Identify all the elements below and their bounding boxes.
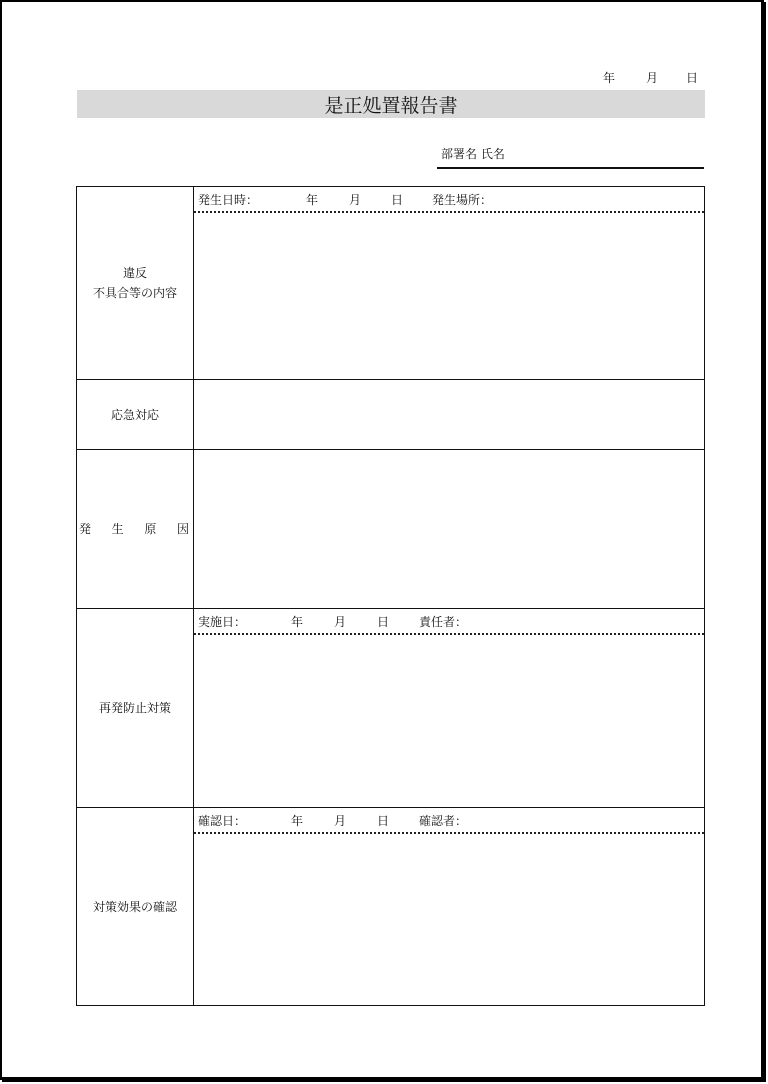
section-label-line: 対策効果の確認 [92, 899, 177, 914]
section-emergency-response [77, 380, 705, 450]
section-violation [77, 187, 705, 380]
document-title: 是正処置報告書 [324, 94, 458, 117]
section-cause [77, 450, 705, 609]
section-effect-confirmation [77, 808, 705, 1006]
section-label [77, 187, 194, 380]
report-form-table [76, 186, 705, 1006]
prevention-content-area[interactable] [194, 635, 704, 806]
document-title-bar [77, 90, 705, 118]
section-label [77, 609, 194, 808]
section-label-line: 再発防止対策 [98, 701, 171, 715]
section-content-cell [194, 609, 705, 808]
section-label-line: 不具合等の内容 [92, 286, 177, 300]
cause-content-area[interactable] [194, 450, 705, 609]
year-label: 年 [291, 615, 304, 629]
section-content-cell [194, 808, 705, 1006]
department-name-label: 部署名 氏名 [441, 147, 505, 161]
report-date [0, 69, 768, 85]
day-label: 日 [377, 615, 390, 629]
section-label [77, 808, 194, 1006]
date-day-label: 日 [686, 71, 699, 85]
section-label-char: 発 [79, 522, 92, 536]
implementation-header[interactable] [194, 609, 704, 635]
section-label-char: 生 [111, 522, 124, 536]
month-label: 月 [349, 193, 362, 207]
month-label: 月 [334, 615, 347, 629]
confirmation-date-label: 確認日： [198, 814, 247, 828]
implementation-date-label: 実施日： [198, 615, 247, 629]
year-label: 年 [306, 193, 319, 207]
section-label [77, 380, 194, 450]
day-label: 日 [391, 193, 404, 207]
occurrence-header[interactable] [194, 187, 704, 213]
year-label: 年 [291, 814, 304, 828]
section-prevention [77, 609, 705, 808]
date-month-label: 月 [646, 71, 659, 85]
effect-confirmation-content-area[interactable] [194, 834, 704, 1004]
section-label-char: 因 [176, 522, 189, 536]
violation-content-area[interactable] [194, 213, 704, 378]
confirmer-label: 確認者： [419, 814, 468, 828]
emergency-response-content-area[interactable] [194, 380, 705, 450]
section-label [77, 450, 194, 609]
section-label-line: 応急対応 [110, 407, 159, 422]
month-label: 月 [334, 814, 347, 828]
department-name-field[interactable] [437, 167, 704, 169]
responsible-person-label: 責任者： [419, 615, 468, 629]
occurrence-place-label: 発生場所： [432, 193, 493, 207]
section-content-cell [194, 187, 705, 380]
confirmation-header[interactable] [194, 808, 704, 834]
section-label-char: 原 [144, 522, 157, 536]
day-label: 日 [377, 814, 390, 828]
occurrence-datetime-label: 発生日時： [198, 193, 259, 207]
date-year-label: 年 [603, 71, 616, 85]
section-label-line: 違反 [122, 266, 147, 280]
